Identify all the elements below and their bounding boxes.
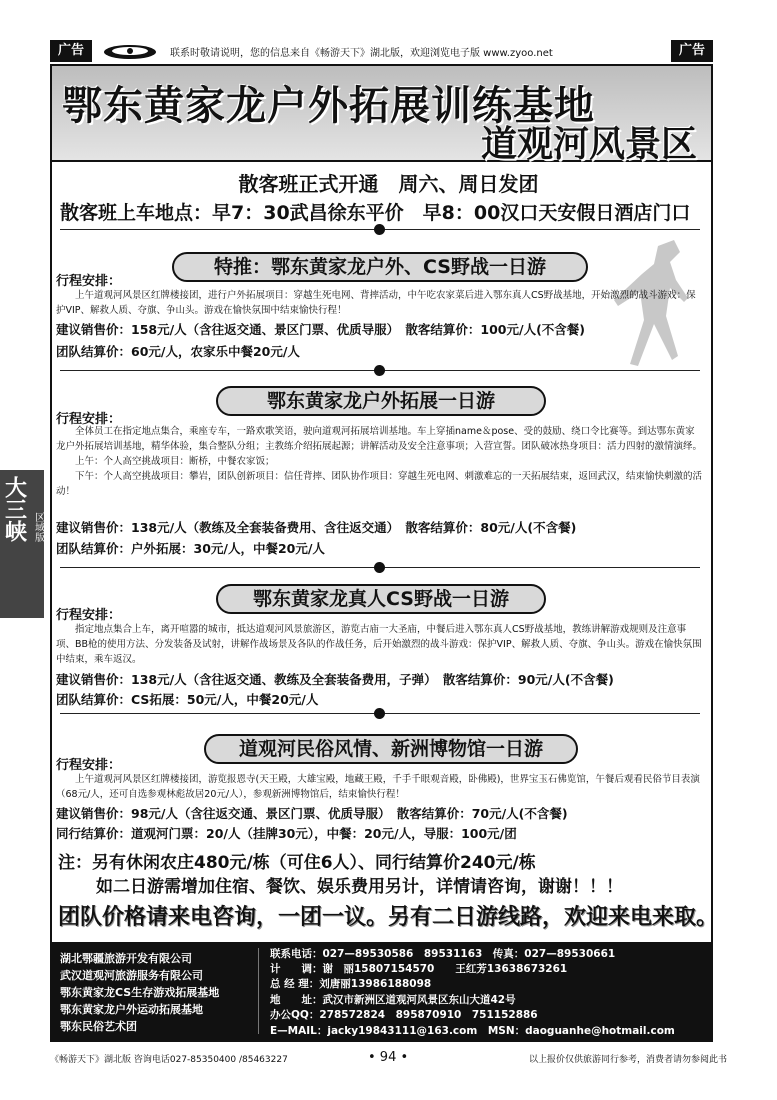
tour-1-price-2: 团队结算价：60元/人，农家乐中餐20元/人 [56,344,300,359]
schedule-line-1: 散客班正式开通 周六、周日发团 [238,172,539,196]
tour-1-price-1: 建议销售价：158元/人（含往返交通、景区门票、优质导服） 散客结算价：100元/人(不含餐) [56,322,585,337]
tour-2-label: 行程安排： [56,412,122,427]
section-divider [60,224,700,236]
section-divider [60,562,700,574]
section-divider [60,365,700,377]
tour-4-title: 道观河民俗风情、新洲博物馆一日游 [204,734,578,764]
schedule-line-2: 散客班上车地点：早7：30武昌徐东平价 早8：00汉口天安假日酒店门口 [60,202,691,224]
tour-4-price-2: 同行结算价：道观河门票：20/人（挂牌30元），中餐：20元/人，导服：100元/团 [56,826,517,841]
ad-label-left: 广告 [50,40,92,62]
ad-label-right: 广告 [671,40,713,62]
contact-qq: 办公QQ：278572824 895870910 751152886 [270,1009,538,1021]
tour-1-description [56,288,704,318]
company-name: 湖北鄂疆旅游开发有限公司 [60,952,192,965]
tour-3-price-1: 建议销售价：138元/人（含往返交通、教练及全套装备费用，子弹） 散客结算价：90元/人(不含餐) [56,672,614,687]
tour-3-price-2: 团队结算价：CS拓展：50元/人，中餐20元/人 [56,692,319,707]
tour-4-description [56,772,704,802]
company-name: 鄂东黄家龙CS生存游戏拓展基地 [60,986,220,999]
banner-title-sub: 道观河风景区 [480,124,697,165]
footer-right: 以上报价仅供旅游同行参考，消费者请勿参阅此书 [528,1055,727,1065]
header-info-line: 联系时敬请说明，您的信息来自《畅游天下》湖北版，欢迎浏览电子版 www.zyoo.net [170,48,553,59]
note-line-1: 注：另有休闲农庄480元/栋（可住6人）、同行结算价240元/栋 [58,853,536,873]
company-name: 鄂东黄家龙户外运动拓展基地 [60,1003,203,1016]
contact-box [52,942,711,1040]
tour-2-paragraph: 上午：个人高空挑战项目：断桥，中餐农家饭； [75,456,275,467]
tour-3-title: 鄂东黄家龙真人CS野战一日游 [216,584,546,614]
tour-4-price-1: 建议销售价：98元/人（含往返交通、景区门票、优质导服） 散客结算价：70元/人(不含餐) [56,806,568,821]
contact-phone: 联系电话：027—89530586 89531163 传真：027—89530661 [270,948,616,960]
tour-3-description [56,622,704,667]
tour-1-title: 特推：鄂东黄家龙户外、CS野战一日游 [172,252,588,282]
footer-left: 《畅游天下》湖北版 咨询电话027-85350400 /85463227 [50,1055,288,1065]
tour-1-label: 行程安排： [56,274,122,289]
side-tab-name: 大三峡 [1,476,27,542]
column-separator [258,948,259,1034]
tour-2-price-2: 团队结算价：户外拓展：30元/人，中餐20元/人 [56,541,325,556]
section-divider [60,708,700,720]
company-name: 鄂东民俗艺术团 [60,1020,137,1033]
tour-4-label: 行程安排： [56,758,122,773]
company-name: 武汉道观河旅游服务有限公司 [60,969,203,982]
tour-2-paragraph: 下午：个人高空挑战项目：攀岩，团队创新项目：信任背摔、团队协作项目：穿越生死电网、刺激难忘的一天拓展结束，返回武汉，结束愉快刺激的活动！ [56,471,703,497]
tour-2-description [56,424,704,499]
tour-4-paragraph: 上午道观河风景区红牌楼接团，游览报恩寺(天王殿，大雄宝殿，地藏王殿，千手千眼观音殿，卧佛殿)，世界宝玉石佛览馆，午餐后观看民俗节目表演（68元/人，还可自选参观林彪故居20元/人），参观新洲博物馆后，结束愉快行程！ [56,774,700,800]
note-line-2: 如二日游需增加住宿、餐饮、娱乐费用另计，详情请咨询，谢谢！！！ [96,877,623,897]
region-side-tab [0,470,44,618]
contact-planner: 计 调：谢 丽15807154570 王红芳13638673261 [270,963,568,975]
contact-manager: 总 经 理：刘唐丽13986188098 [270,978,432,990]
title-banner [52,66,711,165]
header-bar [50,40,713,62]
contact-address: 地 址：武汉市新洲区道观河风景区东山大道42号 [270,994,516,1006]
tour-2-title: 鄂东黄家龙户外拓展一日游 [216,386,546,416]
tour-3-label: 行程安排： [56,608,122,623]
call-to-action: 团队价格请来电咨询，一团一议。另有二日游线路，欢迎来电来取。 [58,905,719,930]
tour-2-paragraph: 全体员工在指定地点集合，乘座专车，一路欢歌笑语，驶向道观河拓展培训基地。车上穿插name＆pose、受的鼓励、绕口令比赛等。到达鄂东黄家龙户外拓展培训基地，精华体验，集合整队分组；主教练介绍拓展起源；讲解活动及安全注意事项；入营宣誓。团队破冰热身项目：活力四射的激情演绎。 [56,426,703,452]
magazine-logo-icon [102,42,158,60]
side-tab-sub: 区域版 [32,512,44,542]
page-number: • 94 • [368,1050,409,1065]
tour-2-price-1: 建议销售价：138元/人（教练及全套装备费用、含往返交通） 散客结算价：80元/人(不含餐) [56,520,577,535]
tour-1-paragraph: 上午道观河风景区红牌楼接团，进行户外拓展项目：穿越生死电网、背摔活动，中午吃农家菜后进入鄂东真人CS野战基地，开始激烈的战斗游戏：保护VIP、解救人质、夺旗、争山头。游戏在愉快氛围中结束愉快行程！ [56,290,696,316]
tour-3-paragraph: 指定地点集合上车，离开喧嚣的城市，抵达道观河风景旅游区，游览古庙一大圣庙，中餐后进入鄂东真人CS野战基地，教练讲解游戏规则及注意事项、BB枪的使用方法、分发装备及试射，讲解作战场景及各队的作战任务，后开始激烈的战斗游戏：保护VIP、解救人质、夺旗、争山头。游戏在愉快氛围中结束，乘车返汉。 [56,624,702,665]
banner-title-main: 鄂东黄家龙户外拓展训练基地 [62,83,595,129]
contact-email: E—MAIL：jacky19843111@163.com MSN：daoguanhe@hotmail.com [270,1025,675,1037]
